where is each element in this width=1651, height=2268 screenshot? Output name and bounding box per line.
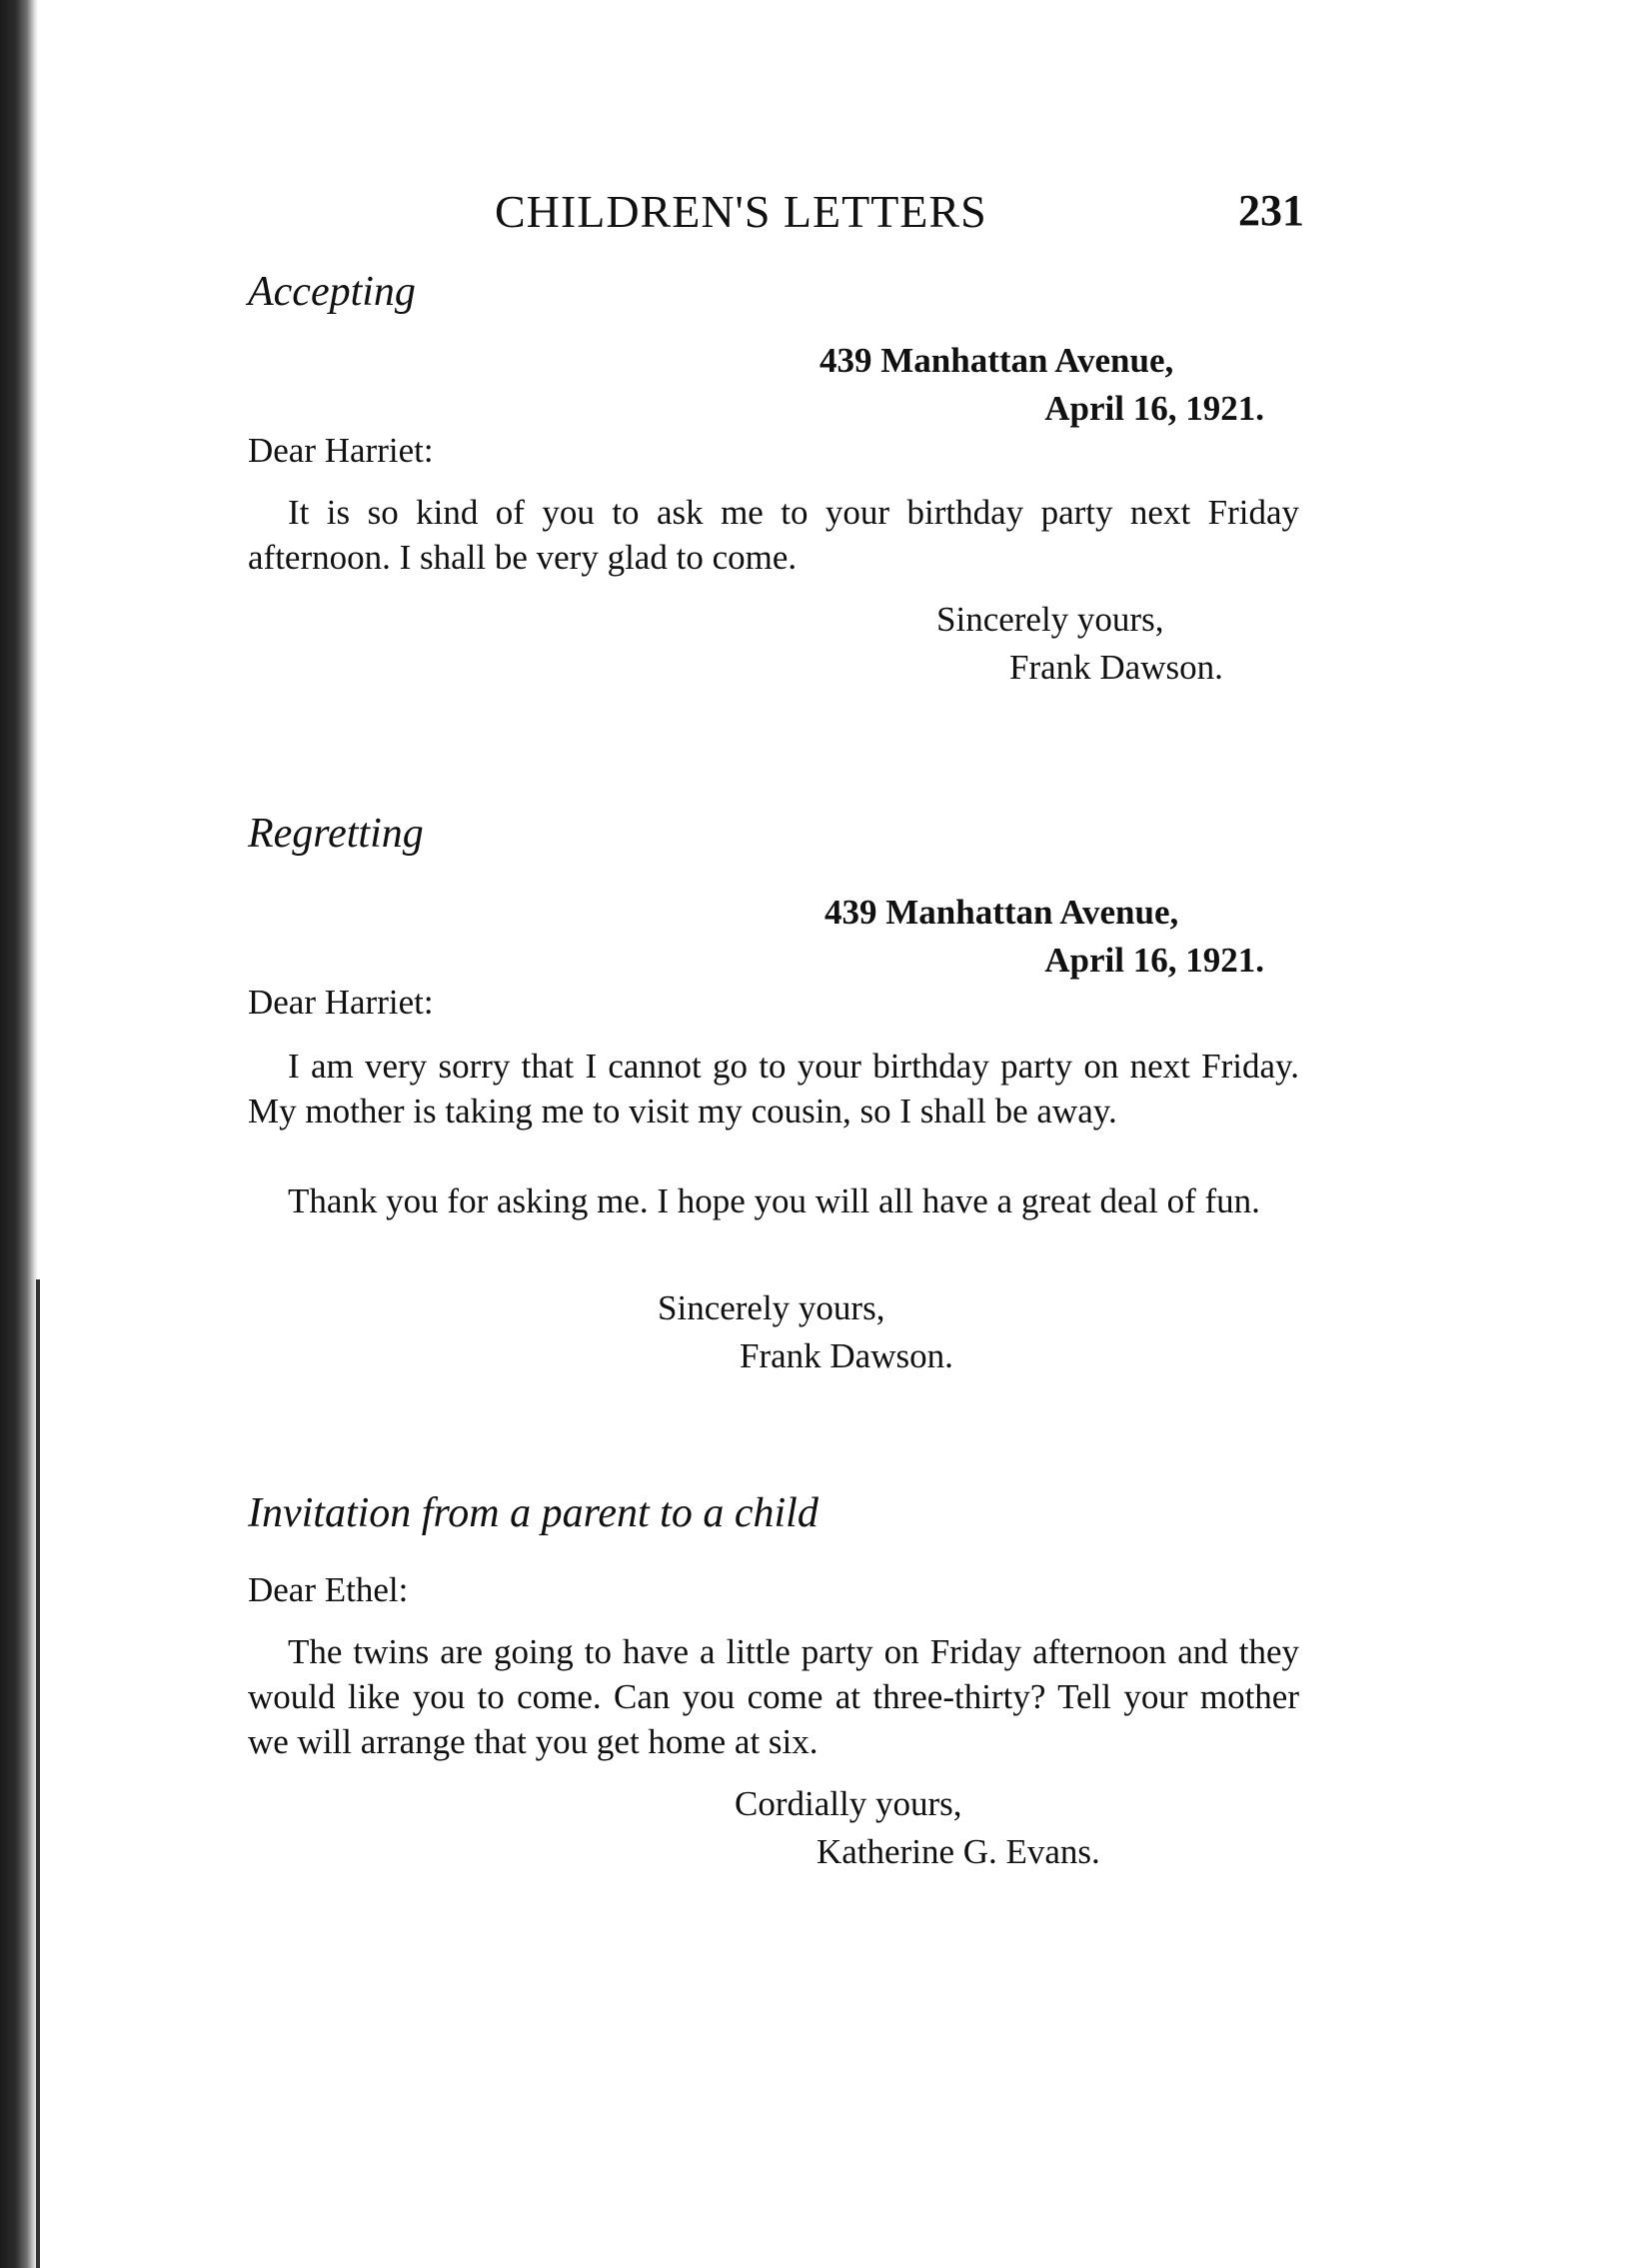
letter-salutation: Dear Ethel: (248, 1570, 409, 1609)
section-heading-accepting: Accepting (248, 269, 416, 315)
page-header (245, 185, 1304, 245)
letter-signature: Katherine G. Evans. (817, 1832, 1100, 1871)
letter-signature: Frank Dawson. (740, 1336, 953, 1375)
page-number: 231 (1238, 186, 1304, 235)
letter-closing: Sincerely yours, (658, 1288, 885, 1327)
section-heading-invitation: Invitation from a parent to a child (248, 1490, 819, 1536)
letter-closing: Cordially yours, (735, 1784, 962, 1823)
letter-paragraph: I am very sorry that I cannot go to your birthday party on next Friday. My mother is taking me to visit my cousin, so I shall be away. (248, 1047, 1299, 1131)
letter-salutation: Dear Harriet: (248, 983, 434, 1022)
letter-paragraph: The twins are going to have a little party on Friday afternoon and they would like you to come. Can you come at three-thirty? Tell your mother we will arrange that you get home at six. (248, 1632, 1299, 1761)
letter-address: 439 Manhattan Avenue, (820, 341, 1174, 380)
letter-salutation: Dear Harriet: (248, 431, 434, 470)
letter-address: 439 Manhattan Avenue, (825, 893, 1179, 932)
letter-paragraph: It is so kind of you to ask me to your birthday party next Friday afternoon. I shall be very glad to come. (248, 493, 1299, 577)
letter-closing: Sincerely yours, (936, 600, 1164, 639)
section-heading-regretting: Regretting (248, 811, 424, 857)
running-head: CHILDREN'S LETTERS (495, 186, 987, 237)
letter-paragraph: Thank you for asking me. I hope you will all have a great deal of fun. (288, 1181, 1260, 1220)
letter-signature: Frank Dawson. (1009, 648, 1223, 687)
letter-date: April 16, 1921. (1044, 941, 1264, 980)
letter-date: April 16, 1921. (1044, 389, 1264, 428)
